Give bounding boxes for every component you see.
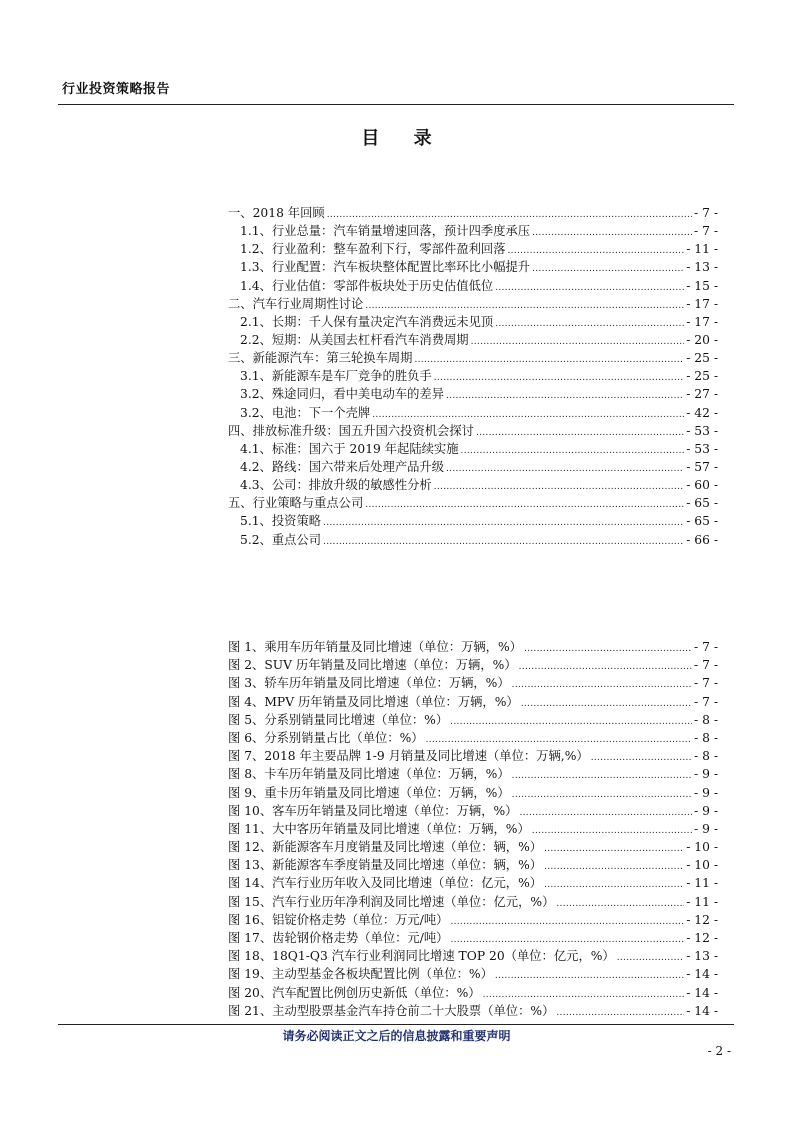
toc-entry[interactable]: 二、汽车行业周期性讨论 ..... - 17 - <box>228 295 718 313</box>
toc-entry[interactable]: 1.3、行业配置：汽车板块整体配置比率环比小幅提升 ..... - 13 - <box>228 258 718 276</box>
toc-entry[interactable]: 4.2、路线：国六带来后处理产品升级 ..... - 57 - <box>228 458 718 476</box>
figure-entry[interactable]: 图 5、分系别销量同比增速（单位：%） ..... - 8 - <box>228 711 718 729</box>
toc-entry[interactable]: 3.2、电池：下一个壳牌 ..... - 42 - <box>228 404 718 422</box>
toc-entry[interactable]: 1.4、行业估值：零部件板块处于历史估值低位 ..... - 15 - <box>228 277 718 295</box>
page-title: 目 录 <box>361 128 446 149</box>
toc-entry[interactable]: 3.1、新能源车是车厂竞争的胜负手 ..... - 25 - <box>228 367 718 385</box>
toc-entry[interactable]: 四、排放标准升级：国五升国六投资机会探讨 ..... - 53 - <box>228 422 718 440</box>
toc-entry[interactable]: 4.3、公司：排放升级的敏感性分析 ..... - 60 - <box>228 476 718 494</box>
figure-entry[interactable]: 图 8、卡车历年销量及同比增速（单位：万辆，%） ..... - 9 - <box>228 765 718 783</box>
toc-entry[interactable]: 一、2018 年回顾 ..... - 7 - <box>228 204 718 222</box>
toc-entry[interactable]: 5.1、投资策略 ..... - 65 - <box>228 512 718 530</box>
figure-entry[interactable]: 图 1、乘用车历年销量及同比增速（单位：万辆，%） ..... - 7 - <box>228 638 718 656</box>
toc-entry[interactable]: 五、行业策略与重点公司 ..... - 65 - <box>228 494 718 512</box>
figure-entry[interactable]: 图 17、齿轮钢价格走势（单位：元/吨） ..... - 12 - <box>228 929 718 947</box>
toc-entry[interactable]: 5.2、重点公司 ..... - 66 - <box>228 531 718 549</box>
toc-entry[interactable]: 2.2、短期：从美国去杠杆看汽车消费周期 ..... - 20 - <box>228 331 718 349</box>
toc-entry[interactable]: 三、新能源汽车：第三轮换车周期 ..... - 25 - <box>228 349 718 367</box>
figure-entry[interactable]: 图 9、重卡历年销量及同比增速（单位：万辆，%） ..... - 9 - <box>228 784 718 802</box>
figure-entry[interactable]: 图 13、新能源客车季度销量及同比增速（单位：辆，%） ..... - 10 - <box>228 856 718 874</box>
figure-entry[interactable]: 图 4、MPV 历年销量及同比增速（单位：万辆，%） ..... - 7 - <box>228 693 718 711</box>
figure-entry[interactable]: 图 10、客车历年销量及同比增速（单位：万辆，%） ..... - 9 - <box>228 802 718 820</box>
header-divider <box>58 104 734 105</box>
figure-entry[interactable]: 图 21、主动型股票基金汽车持仓前二十大股票（单位：%） ..... - 14 - <box>228 1002 718 1020</box>
toc-entry[interactable]: 2.1、长期：千人保有量决定汽车消费远未见顶 ..... - 17 - <box>228 313 718 331</box>
footer-divider <box>58 1024 734 1025</box>
figure-entry[interactable]: 图 19、主动型基金各板块配置比例（单位：%） ..... - 14 - <box>228 965 718 983</box>
figure-entry[interactable]: 图 20、汽车配置比例创历史新低（单位：%） ..... - 14 - <box>228 984 718 1002</box>
list-of-figures <box>228 638 718 1020</box>
toc-entry[interactable]: 1.2、行业盈利：整车盈利下行，零部件盈利回落 ..... - 11 - <box>228 240 718 258</box>
figure-entry[interactable]: 图 16、铝锭价格走势（单位：万元/吨） ..... - 12 - <box>228 911 718 929</box>
page-number: - 2 - <box>707 1044 731 1058</box>
figure-entry[interactable]: 图 15、汽车行业历年净利润及同比增速（单位：亿元，%） ..... - 11 - <box>228 893 718 911</box>
toc-entry[interactable]: 1.1、行业总量：汽车销量增速回落，预计四季度承压 ..... - 7 - <box>228 222 718 240</box>
figure-entry[interactable]: 图 12、新能源客车月度销量及同比增速（单位：辆，%） ..... - 10 - <box>228 838 718 856</box>
figure-entry[interactable]: 图 3、轿车历年销量及同比增速（单位：万辆，%） ..... - 7 - <box>228 674 718 692</box>
figure-entry[interactable]: 图 11、大中客历年销量及同比增速（单位：万辆，%） ..... - 9 - <box>228 820 718 838</box>
figure-entry[interactable]: 图 6、分系别销量占比（单位：%） ..... - 8 - <box>228 729 718 747</box>
figure-entry[interactable]: 图 14、汽车行业历年收入及同比增速（单位：亿元，%） ..... - 11 - <box>228 874 718 892</box>
figure-entry[interactable]: 图 18、18Q1-Q3 汽车行业利润同比增速 TOP 20（单位：亿元，%） ..... - 13 - <box>228 947 718 965</box>
figure-entry[interactable]: 图 2、SUV 历年销量及同比增速（单位：万辆，%） ..... - 7 - <box>228 656 718 674</box>
report-header-title: 行业投资策略报告 <box>62 82 171 97</box>
footer-disclaimer: 请务必阅读正文之后的信息披露和重要声明 <box>282 1029 511 1043</box>
toc-entry[interactable]: 4.1、标准：国六于 2019 年起陆续实施 ..... - 53 - <box>228 440 718 458</box>
figure-entry[interactable]: 图 7、2018 年主要品牌 1-9 月销量及同比增速（单位：万辆,%） ..... - 8 - <box>228 747 718 765</box>
table-of-contents <box>228 204 718 549</box>
toc-entry[interactable]: 3.2、殊途同归，看中美电动车的差异 ..... - 27 - <box>228 385 718 403</box>
